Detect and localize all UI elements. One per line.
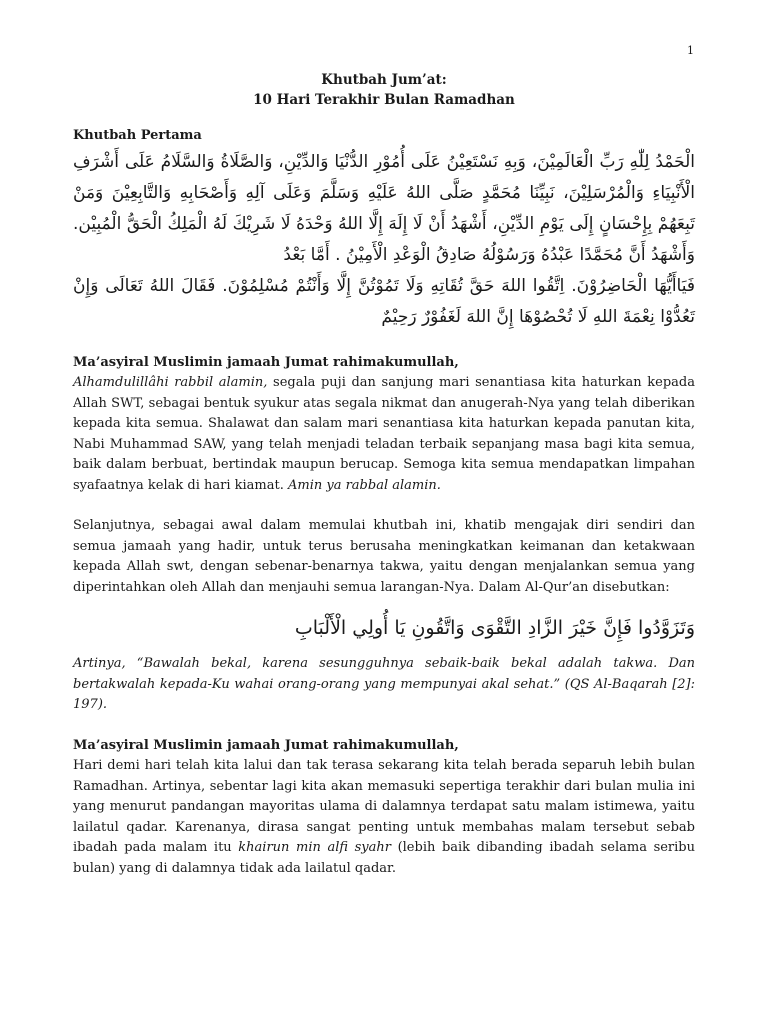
paragraph-2: Selanjutnya, sebagai awal dalam memulai khutbah ini, khatib mengajak diri sendiri dan semua jamaah yang hadir, untuk terus berusaha meningkatkan keimanan dan ketakwaan kepada Allah swt, dengan sebenar-benarnya takwa, yaitu dengan menjalankan semua yang diperintahkan oleh Allah dan menjauhi semua larangan-Nya. Dalam Al-Qur’an disebutkan: — [73, 518, 695, 595]
paragraph-1-body: segala puji dan sanjung mari senantiasa kita haturkan kepada Allah SWT, sebagai bentuk syukur atas segala nikmat dan anugerah-Nya yang telah diberikan kepada kita semua. Shalawat dan salam mari senantiasa kita haturkan kepada panutan kita, Nabi Muhammad SAW, yang telah menjadi teladan terbaik sepanjang masa bagi kita semua, baik dalam berbuat, bertindak maupun berucap. Semoga kita semua mendapatkan limpahan syafaatnya kelak di hari kiamat. — [73, 375, 695, 493]
document-body — [73, 126, 695, 879]
arabic-opening-paragraph-1: الْحَمْدُ لِلّٰهِ رَبِّ الْعَالَمِيْنَ، وَبِهِ نَسْتَعِيْنُ عَلَى أُمُوْرِ الدُّنْيَا وَالدِّيْنِ، وَالصَّلَاةُ وَالسَّلَامُ عَلَى أَشْرَفِ الْأَنْبِيَاءِ وَالْمُرْسَلِيْنَ، نَبِيِّنَا مُحَمَّدٍ صَلَّى اللهُ عَلَيْهِ وَسَلَّمَ وَعَلَى آلِهِ وَأَصْحَابِهِ وَالتَّابِعِيْنَ وَمَنْ تَبِعَهُمْ بِإِحْسَانٍ إِلَى يَوْمِ الدِّيْنِ، أَشْهَدُ أَنْ لَا إِلَهَ إِلَّا اللهُ وَحْدَهُ لَا شَرِيْكَ لَهُ الْمَلِكُ الْحَقُّ الْمُبِيْن. وَأَشْهَدُ أَنَّ مُحَمَّدًا عَبْدُهُ وَرَسُوْلُهُ صَادِقُ الْوَعْدِ الْأَمِيْنُ . أَمَّا بَعْدُ — [73, 151, 695, 265]
paragraph-1-italic-end: Amin ya rabbal alamin. — [287, 477, 441, 493]
paragraph-1-italic-start: Alhamdulillâhi rabbil alamin, — [73, 375, 268, 390]
paragraph-3 — [73, 756, 695, 879]
paragraph-1 — [73, 373, 695, 496]
salutation-2: Ma’asyiral Muslimin jamaah Jumat rahimakumullah, — [73, 737, 459, 753]
section-heading: Khutbah Pertama — [73, 128, 202, 143]
title-line-2: 10 Hari Terakhir Bulan Ramadhan — [253, 92, 515, 108]
verse-translation: Artinya, “Bawalah bekal, karena sesungguhnya sebaik-baik bekal adalah takwa. Dan bertakwalah kepada-Ku wahai orang-orang yang mempunyai akal sehat.” (QS Al-Baqarah [2]: 197). — [73, 656, 695, 712]
paragraph-3-italic: khairun min alfi syahr — [238, 840, 391, 855]
paragraph-3-end: (lebih baik dibanding ibadah selama seribu bulan) yang di dalamnya tidak ada lailatul qadar. — [73, 840, 695, 876]
quran-verse: وَتَزَوَّدُوا فَإِنَّ خَيْرَ الزَّادِ التَّقْوَى وَاتَّقُونِ يَا أُولِي الْأَلْبَابِ — [294, 617, 695, 639]
page-number: 1 — [687, 44, 694, 57]
arabic-opening — [73, 147, 695, 333]
arabic-opening-paragraph-2: فَيَاأَيُّهَا الْحَاضِرُوْنَ. اِتَّقُوا اللهَ حَقَّ تُقَاتِهِ وَلَا تَمُوْتُنَّ إِلَّا وَأَنْتُمْ مُسْلِمُوْنَ. فَقَالَ اللهُ تَعَالَى وَإِنْ تَعُدُّوْا نِعْمَةَ اللهِ لَا تُحْصُوْهَا إِنَّ اللهَ لَغَفُوْرٌ رَحِيْمٌ — [73, 275, 695, 327]
title-line-1: Khutbah Jum’at: — [321, 72, 447, 88]
document-title — [0, 70, 768, 110]
salutation-1: Ma’asyiral Muslimin jamaah Jumat rahimakumullah, — [73, 354, 459, 370]
paragraph-3-start: Hari demi hari telah kita lalui dan tak terasa sekarang kita telah berada separuh lebih bulan Ramadhan. Artinya, sebentar lagi kita akan memasuki sepertiga terakhir dari bulan mulia ini yang menurut pandangan mayoritas ulama di dalamnya terdapat satu malam istimewa, yaitu lailatul qadar. Karenanya, dirasa sangat penting untuk membahas malam tersebut sebab ibadah pada malam itu — [73, 758, 695, 855]
